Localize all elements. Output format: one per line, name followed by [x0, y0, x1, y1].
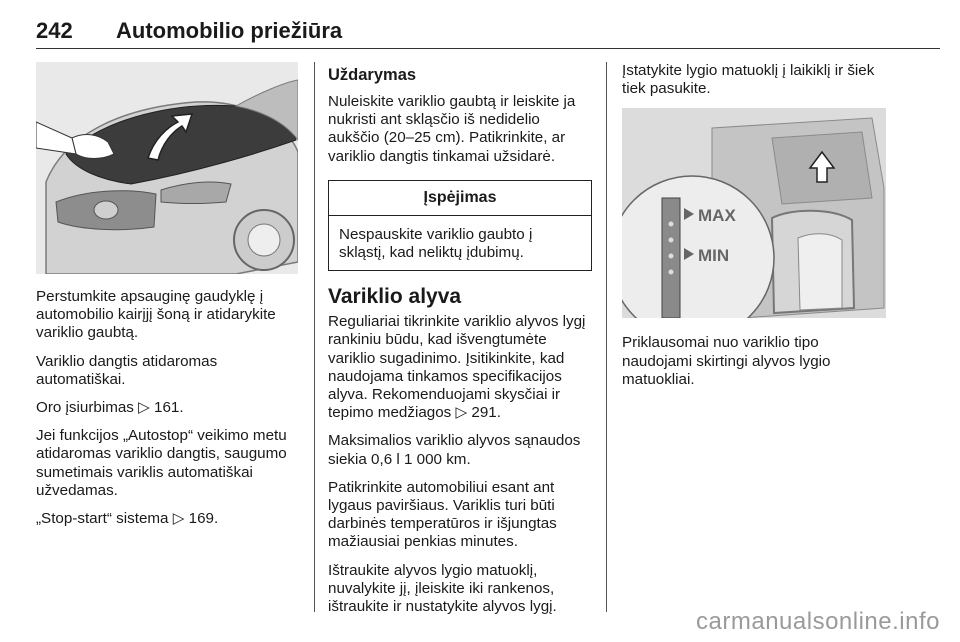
dipstick-illustration: [622, 108, 886, 318]
warning-box: [328, 180, 592, 271]
column-divider: [314, 62, 315, 612]
warning-text: Nespauskite variklio gaubto į skląstį, kad neliktų įdubimų.: [339, 225, 533, 262]
closing-text: Nuleiskite variklio gaubtą ir leiskite ja nukristi ant skląsčio iš nedidelio aukščio (20–25 cm). Patikrinkite, ar variklio dangtis tinkamai užsidarė.: [328, 93, 576, 165]
dipstick-max-label: MAX: [698, 206, 736, 226]
warning-title: Įspėjimas: [329, 181, 591, 216]
car-hood-drawing: [36, 62, 298, 274]
section-heading: Variklio alyva: [328, 285, 462, 309]
column-divider: [606, 62, 607, 612]
page-title: Automobilio priežiūra: [116, 18, 343, 43]
paragraph: Perstumkite apsauginę gaudyklę į automobilio kairįjį šoną ir atidarykite variklio gaubtą.: [36, 288, 276, 342]
paragraph: Ištraukite alyvos lygio matuoklį, nuvalykite jį, įleiskite iki rankenos, ištraukite ir nustatykite alyvos lygį.: [328, 561, 557, 616]
page-number: 242: [36, 18, 73, 43]
column-right: [622, 62, 890, 399]
watermark: carmanualsonline.info: [696, 608, 940, 635]
dipstick-drawing: [622, 108, 886, 318]
page-header: [36, 14, 940, 49]
dipstick-min-label: MIN: [698, 246, 730, 266]
column-left: [36, 62, 304, 538]
paragraph: Reguliariai tikrinkite variklio alyvos lygį rankiniu būdu, kad išvengtumėte variklio sugadinimo. Įsitikinkite, kad naudojama tinkamos specifikacijos alyva. Rekomenduojami skysčiai ir tepimo medžiagos ▷ 291.: [328, 313, 586, 422]
closing-heading: Uždarymas: [328, 66, 417, 84]
paragraph: Variklio dangtis atidaromas automatiškai.: [36, 352, 218, 388]
paragraph: Oro įsiurbimas ▷ 161.: [36, 399, 184, 417]
column-middle: [328, 62, 592, 626]
paragraph: „Stop-start“ sistema ▷ 169.: [36, 510, 219, 528]
paragraph: Jei funkcijos „Autostop“ veikimo metu atidaromas variklio dangtis, saugumo sumetimais variklis automatiškai užvedamas.: [36, 427, 287, 499]
dipstick-instruction: Įstatykite lygio matuoklį į laikiklį ir šiek tiek pasukite.: [622, 62, 875, 98]
car-hood-illustration: [36, 62, 298, 274]
paragraph: Patikrinkite automobiliui esant ant lygaus paviršiaus. Variklis turi būti darbinės temperatūros ir išjungtas mažiausiai penkias minutes.: [328, 478, 557, 551]
dipstick-note: Priklausomai nuo variklio tipo naudojami skirtingi alyvos lygio matuokliai.: [622, 334, 831, 388]
paragraph: Maksimalios variklio alyvos sąnaudos siekia 0,6 l 1 000 km.: [328, 432, 581, 468]
